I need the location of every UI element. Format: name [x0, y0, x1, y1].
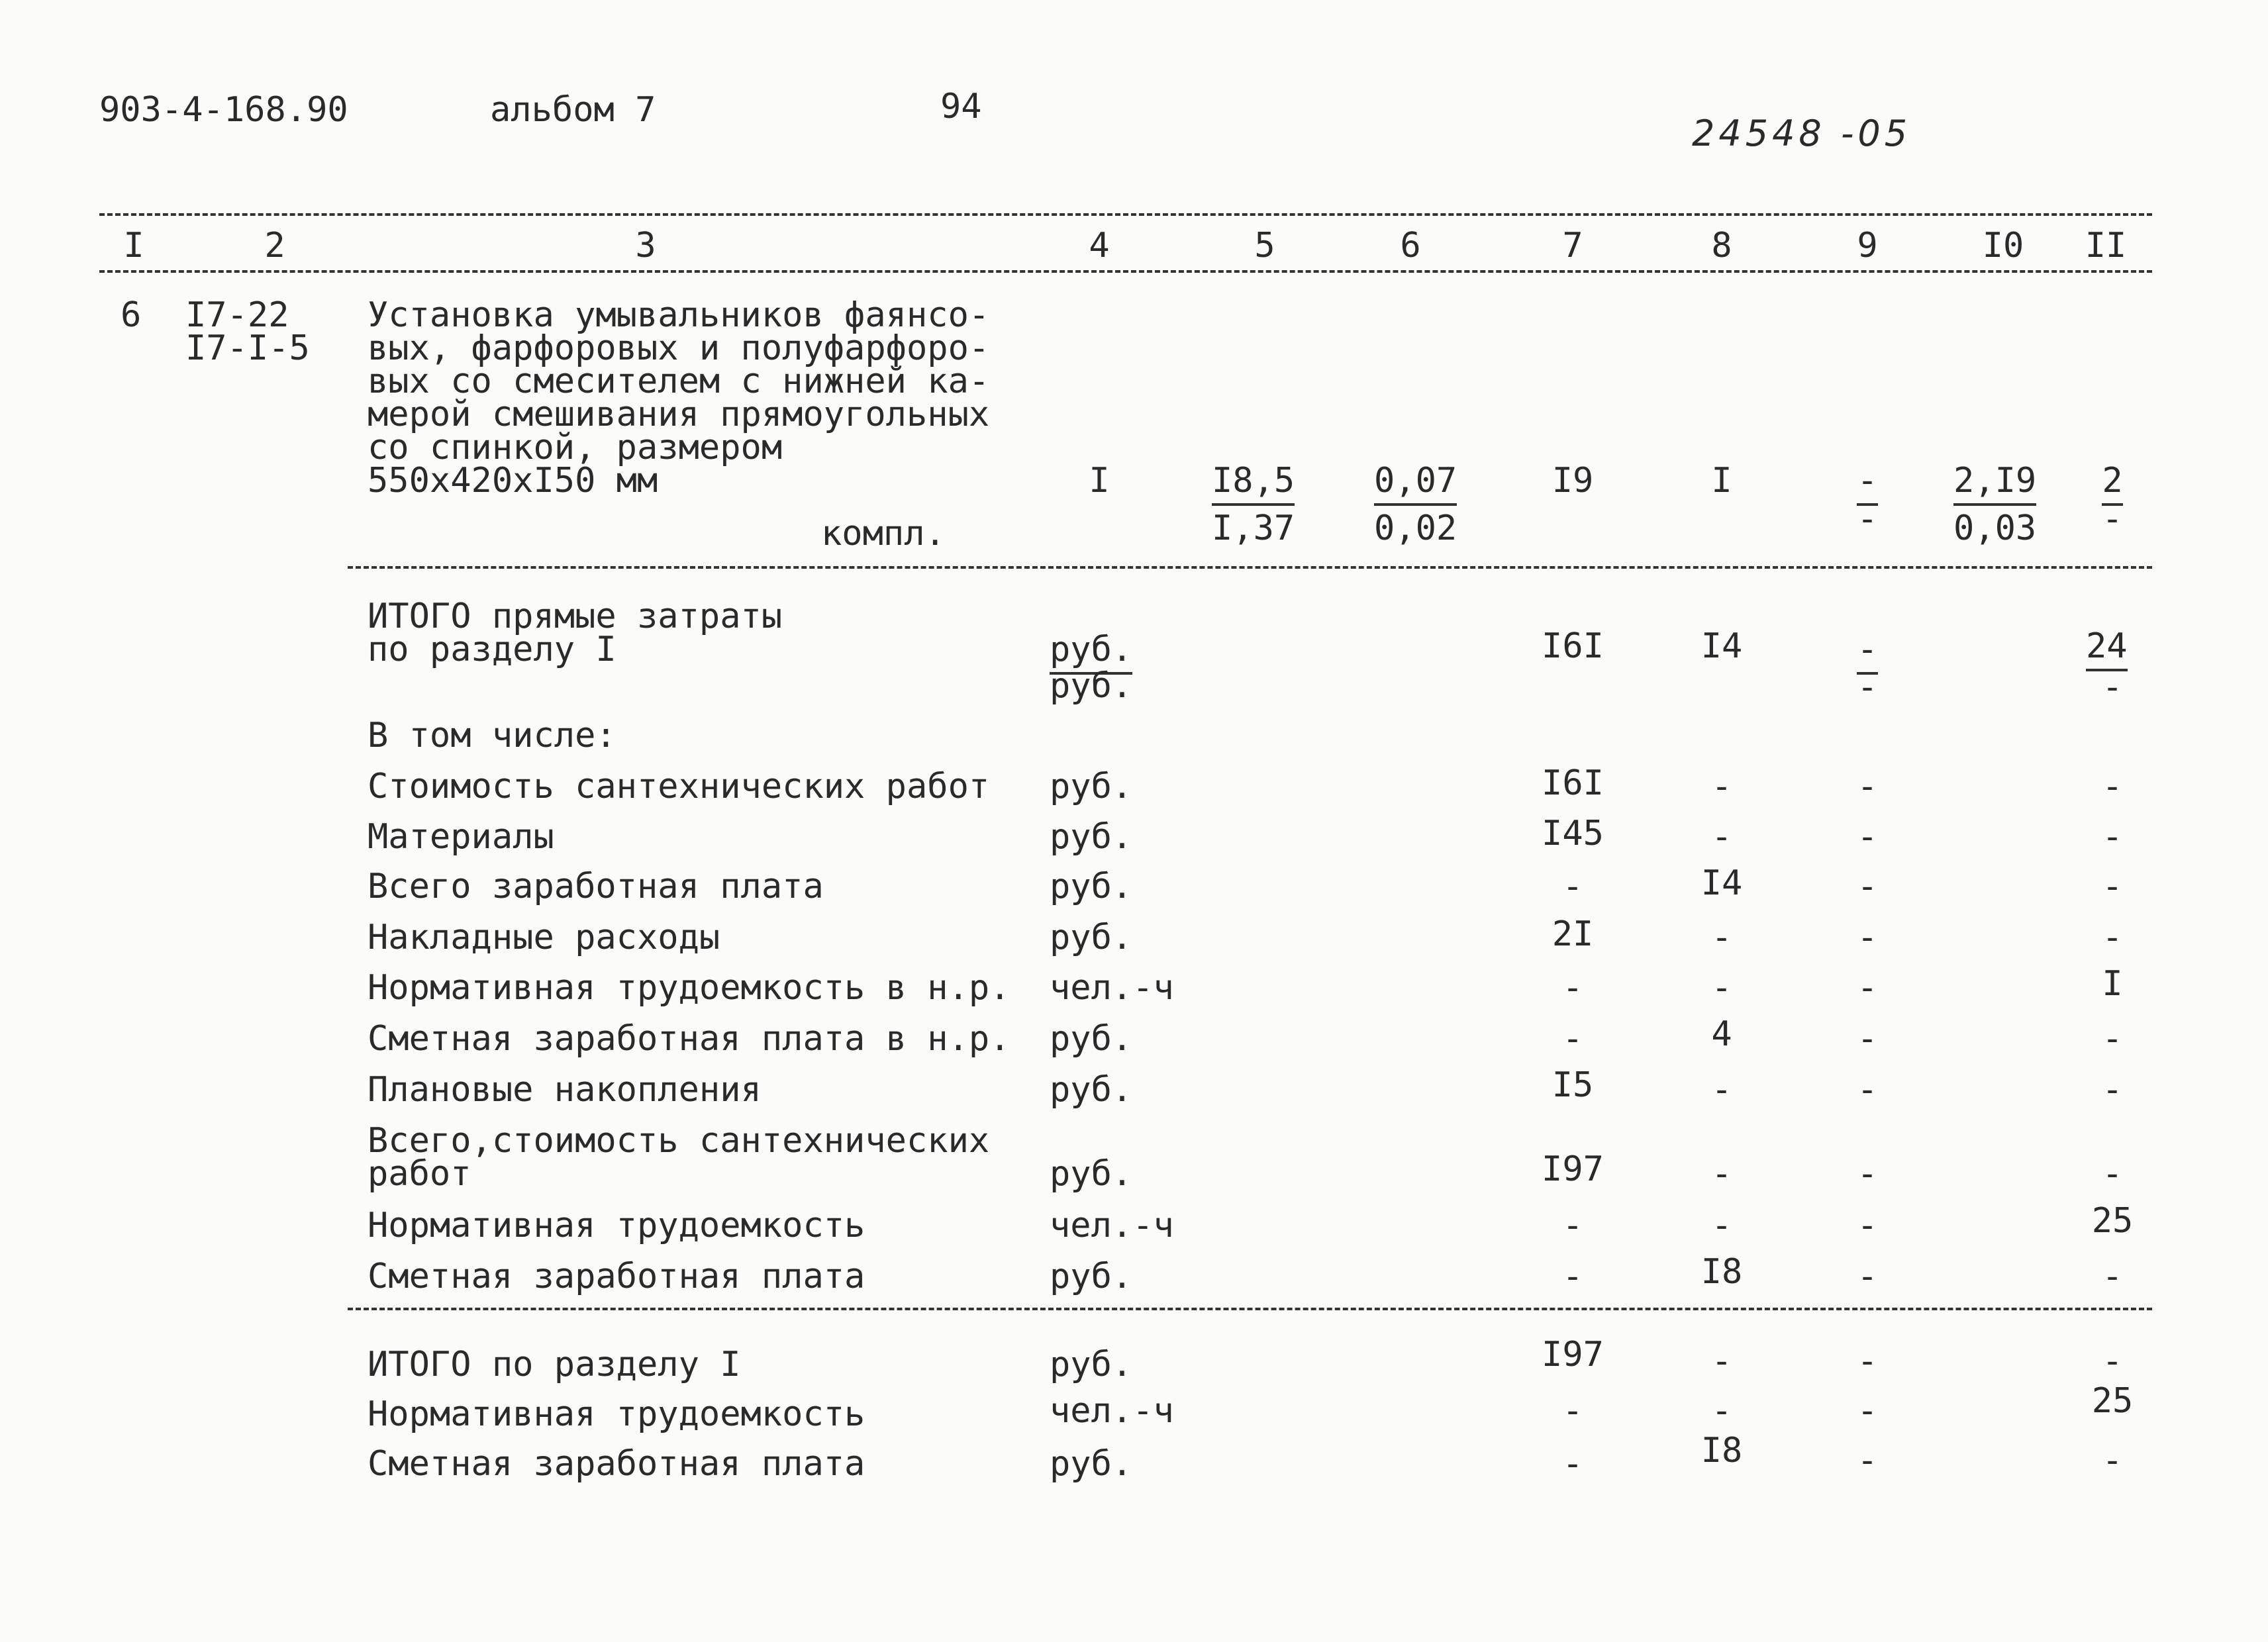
total-col9: -	[1857, 1391, 1878, 1431]
total-col11: 25	[2091, 1381, 2134, 1421]
subtotal-col7: I6I	[1542, 626, 1604, 666]
total-col9: -	[1857, 1441, 1878, 1480]
column-header-7: 7	[1562, 226, 1583, 266]
item-description-line: Установка умывальников фаянсо-	[368, 295, 990, 335]
item-description-line: вых со смесителем с нижней ка-	[368, 362, 990, 401]
total-col9: -	[1857, 1341, 1878, 1381]
breakdown-label: Всего заработная плата	[368, 867, 824, 906]
total-col8: -	[1711, 1341, 1732, 1381]
column-header-9: 9	[1857, 226, 1878, 266]
breakdown-col7: I97	[1542, 1149, 1604, 1189]
breakdown-label: Плановые накопления	[368, 1070, 762, 1110]
item-col7: I9	[1552, 461, 1594, 501]
column-header-6: 6	[1400, 226, 1421, 266]
breakdown-col7: -	[1562, 1257, 1583, 1296]
column-header-5: 5	[1254, 226, 1275, 266]
breakdown-col9: -	[1857, 1257, 1878, 1296]
breakdown-label: Сметная заработная плата в н.р.	[368, 1019, 1011, 1059]
subtotal-col11-bottom: -	[2102, 667, 2123, 707]
breakdown-col8: I4	[1701, 863, 1743, 903]
item-quantity: I	[1089, 461, 1110, 501]
breakdown-col8: -	[1711, 1070, 1732, 1110]
item-unit: компл.	[821, 514, 946, 554]
total-unit: руб.	[1050, 1444, 1133, 1484]
breakdown-col7: 2I	[1552, 914, 1594, 954]
column-header-4: 4	[1089, 226, 1110, 266]
item-code-1: I7-22	[185, 295, 289, 335]
breakdown-col9: -	[1857, 1070, 1878, 1110]
subtotal-col11-top: 24	[2086, 629, 2128, 663]
total-unit: чел.-ч	[1050, 1391, 1174, 1431]
item-description-line: со спинкой, размером	[368, 428, 783, 467]
document-code: 903-4-168.90	[99, 90, 348, 130]
item-col6-bottom: 0,02	[1374, 508, 1457, 548]
item-col5-bottom: I,37	[1212, 508, 1295, 548]
breakdown-col8: 4	[1711, 1014, 1732, 1054]
item-col10-bottom: 0,03	[1953, 508, 2037, 548]
total-col7: I97	[1542, 1335, 1604, 1375]
total-unit: руб.	[1050, 1345, 1133, 1384]
breakdown-label: Материалы	[368, 817, 554, 857]
breakdown-col11: -	[2102, 767, 2123, 806]
breakdown-col11: -	[2102, 1257, 2123, 1296]
item-col10-top: 2,I9	[1953, 463, 2036, 498]
breakdown-col8: -	[1711, 968, 1732, 1008]
breakdown-col9: -	[1857, 767, 1878, 806]
breakdown-col7: -	[1562, 968, 1583, 1008]
column-header-3: 3	[635, 226, 656, 266]
breakdown-col9: -	[1857, 918, 1878, 957]
breakdown-col8: -	[1711, 1154, 1732, 1194]
breakdown-col8: -	[1711, 767, 1732, 806]
subtotal-col9-top: -	[1814, 632, 1920, 667]
total-col7: -	[1562, 1444, 1583, 1484]
item-col9-top: -	[1814, 463, 1920, 498]
subtotal-unit-bottom: руб.	[1050, 666, 1133, 706]
breakdown-unit: руб.	[1050, 1257, 1133, 1296]
subtotal-label-line: ИТОГО прямые затраты	[368, 597, 783, 636]
breakdown-unit: руб.	[1050, 1019, 1133, 1059]
column-header-10: I0	[1982, 226, 2024, 266]
breakdown-col11: -	[2102, 867, 2123, 906]
breakdown-col7: I6I	[1542, 763, 1604, 803]
breakdown-label: Нормативная трудоемкость в н.р.	[368, 968, 1011, 1008]
breakdown-unit: чел.-ч	[1050, 968, 1174, 1008]
item-number: 6	[121, 295, 142, 335]
item-col5-top: I8,5	[1212, 463, 1295, 498]
breakdown-col9: -	[1857, 1154, 1878, 1194]
breakdown-label: работ	[368, 1154, 471, 1194]
total-label: Сметная заработная плата	[368, 1444, 865, 1484]
handwritten-reference: 24548 -05	[1692, 113, 1912, 154]
item-description-line: вых, фарфоровых и полуфарфоро-	[368, 328, 990, 368]
column-header-1: I	[123, 226, 144, 266]
breakdown-unit: руб.	[1050, 817, 1133, 857]
breakdown-col9: -	[1857, 1206, 1878, 1245]
breakdown-col11: I	[2102, 964, 2123, 1004]
page-number: 94	[940, 87, 982, 126]
header-bottom-rule	[99, 270, 2152, 273]
item-description-line: 550х420хI50 мм	[368, 461, 658, 501]
subtotal-col9-bottom: -	[1857, 667, 1878, 707]
breakdown-col8: -	[1711, 817, 1732, 857]
total-col8: I8	[1701, 1431, 1743, 1471]
breakdown-col11: -	[2102, 918, 2123, 957]
column-header-2: 2	[264, 226, 285, 266]
breakdown-label: Стоимость сантехнических работ	[368, 767, 990, 806]
total-label: ИТОГО по разделу I	[368, 1345, 741, 1384]
subtotal-unit-top: руб.	[1050, 632, 1132, 667]
breakdown-label: Нормативная трудоемкость	[368, 1206, 865, 1245]
breakdown-label: Всего,стоимость сантехнических	[368, 1121, 990, 1161]
item-col9-bottom: -	[1857, 499, 1878, 539]
total-col8: -	[1711, 1391, 1732, 1431]
breakdown-col9: -	[1857, 1019, 1878, 1059]
breakdown-col9: -	[1857, 867, 1878, 906]
breakdown-unit: руб.	[1050, 1070, 1133, 1110]
breakdown-col11: 25	[2091, 1201, 2134, 1241]
breakdown-col11: -	[2102, 1070, 2123, 1110]
breakdown-col9: -	[1857, 968, 1878, 1008]
total-separator-rule	[348, 1308, 2152, 1310]
breakdown-col11: -	[2102, 1154, 2123, 1194]
breakdown-label: Сметная заработная плата	[368, 1257, 865, 1296]
total-col11: -	[2102, 1341, 2123, 1381]
column-header-8: 8	[1711, 226, 1732, 266]
item-description-line: мерой смешивания прямоугольных	[368, 395, 990, 434]
breakdown-col7: -	[1562, 867, 1583, 906]
breakdown-unit: руб.	[1050, 767, 1133, 806]
breakdown-col11: -	[2102, 1019, 2123, 1059]
subtotal-col8: I4	[1701, 626, 1743, 666]
total-col11: -	[2102, 1441, 2123, 1480]
subtotal-label-line: по разделу I	[368, 630, 616, 669]
item-col6-top: 0,07	[1374, 463, 1457, 498]
breakdown-unit: руб.	[1050, 1154, 1133, 1194]
breakdown-title: В том числе:	[368, 716, 616, 755]
breakdown-col7: -	[1562, 1019, 1583, 1059]
breakdown-col7: I5	[1552, 1065, 1594, 1105]
breakdown-col8: I8	[1701, 1252, 1743, 1292]
breakdown-unit: чел.-ч	[1050, 1206, 1174, 1245]
item-col11-top: 2	[2059, 463, 2165, 498]
breakdown-col7: I45	[1542, 814, 1604, 853]
header-top-rule	[99, 213, 2152, 216]
breakdown-unit: руб.	[1050, 867, 1133, 906]
item-col8: I	[1711, 461, 1732, 501]
item-separator-rule	[348, 566, 2152, 569]
breakdown-col9: -	[1857, 817, 1878, 857]
breakdown-col11: -	[2102, 817, 2123, 857]
item-code-2: I7-I-5	[185, 328, 310, 368]
album-label: альбом 7	[490, 90, 656, 130]
breakdown-col8: -	[1711, 1206, 1732, 1245]
column-header-11: II	[2085, 226, 2127, 266]
total-col7: -	[1562, 1391, 1583, 1431]
breakdown-col8: -	[1711, 918, 1732, 957]
total-label: Нормативная трудоемкость	[368, 1394, 865, 1434]
breakdown-label: Накладные расходы	[368, 918, 720, 957]
item-col11-bottom: -	[2102, 499, 2123, 539]
breakdown-unit: руб.	[1050, 918, 1133, 957]
breakdown-col7: -	[1562, 1206, 1583, 1245]
